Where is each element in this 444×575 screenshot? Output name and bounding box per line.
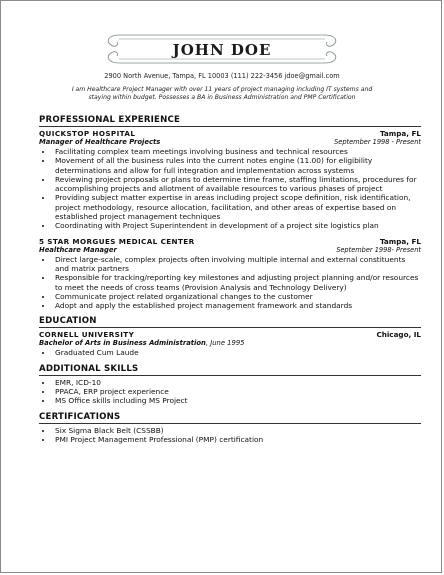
job-role: Healthcare Manager — [39, 245, 117, 254]
school-location: Chicago, IL — [376, 330, 421, 340]
degree-name: Bachelor of Arts in Business Administration — [39, 339, 206, 348]
section-title-certifications: CERTIFICATIONS — [39, 412, 421, 424]
section-title-skills: ADDITIONAL SKILLS — [39, 364, 421, 376]
company-name: QUICKSTOP HOSPITAL — [39, 129, 136, 138]
school-name: CORNELL UNIVERSITY — [39, 330, 135, 340]
job-dates: September 1998- Present — [336, 245, 421, 254]
bullet-item: • Six Sigma Black Belt (CSSBB) — [53, 426, 421, 435]
section-title-education: EDUCATION — [39, 316, 421, 328]
section-title-experience: PROFESSIONAL EXPERIENCE — [39, 115, 421, 127]
bullet-item: • Communicate project related organizational changes to the customer — [53, 292, 421, 301]
bullet-item: • Reviewing project proposals or plans to determine time frame, staffing limitations, procedures for accomplishing projects and allotment of available resources to various phases of project — [53, 175, 421, 194]
bullet-item: • Facilitating complex team meetings involving business and technical resources — [53, 147, 421, 156]
resume-body — [39, 115, 421, 444]
bullet-item: • MS Office skills including MS Project — [53, 396, 421, 405]
summary-text: I am Healthcare Project Manager with over 11 years of project managing including IT systems and staying within budget. Possesses a BA in Business Administration and PMP Certification — [71, 86, 373, 101]
bullet-item: • EMR, ICD-10 — [53, 378, 421, 387]
certification-bullets — [39, 426, 421, 445]
job-location: Tampa, FL — [379, 129, 421, 138]
degree-line — [39, 339, 421, 347]
bullet-item: • Providing subject matter expertise in areas including project scope definition, risk identification, project methodology, resource allocation, facilitation, and other areas of expertise based on established project management techniques — [53, 193, 421, 221]
bullet-item: • Direct large-scale, complex projects often involving multiple internal and external constituents and matrix partners — [53, 255, 421, 274]
company-name: 5 STAR MORGUES MEDICAL CENTER — [39, 236, 195, 246]
bullet-item: • Coordinating with Project Superintendent in development of a project site logistics plan — [53, 221, 421, 230]
job-role: Manager of Healthcare Projects — [39, 138, 161, 146]
job-entry — [39, 129, 421, 231]
bullet-item: • Movement of all the business rules into the current notes engine (11.00) for eligibility determinations and allow for full integration and implementation across systems — [53, 156, 421, 175]
job-dates: September 1998 - Present — [334, 138, 421, 146]
bullet-item: • Responsible for tracking/reporting key milestones and adjusting project planning and/or resources to meet the needs of cross teams (Provision Analysis and Technology Delivery) — [53, 273, 421, 292]
job-entry — [39, 237, 421, 311]
job-bullets — [39, 147, 421, 231]
bullet-item: • Graduated Cum Laude — [53, 348, 421, 357]
skills-bullets — [39, 378, 421, 406]
job-location: Tampa, FL — [379, 236, 421, 246]
bullet-item: • PMI Project Management Professional (PMP) certification — [53, 435, 421, 444]
education-bullets — [39, 348, 421, 357]
bullet-item: • PPACA, ERP project experience — [53, 387, 421, 396]
resume-name: JOHN DOE — [172, 41, 272, 59]
degree-date: , June 1995 — [205, 339, 245, 348]
contact-line: 2900 North Avenue, Tampa, FL 10003 (111) 222-3456 jdoe@gmail.com — [104, 72, 340, 80]
bullet-item: • Adopt and apply the established project management framework and standards — [53, 301, 421, 310]
job-bullets — [39, 255, 421, 311]
